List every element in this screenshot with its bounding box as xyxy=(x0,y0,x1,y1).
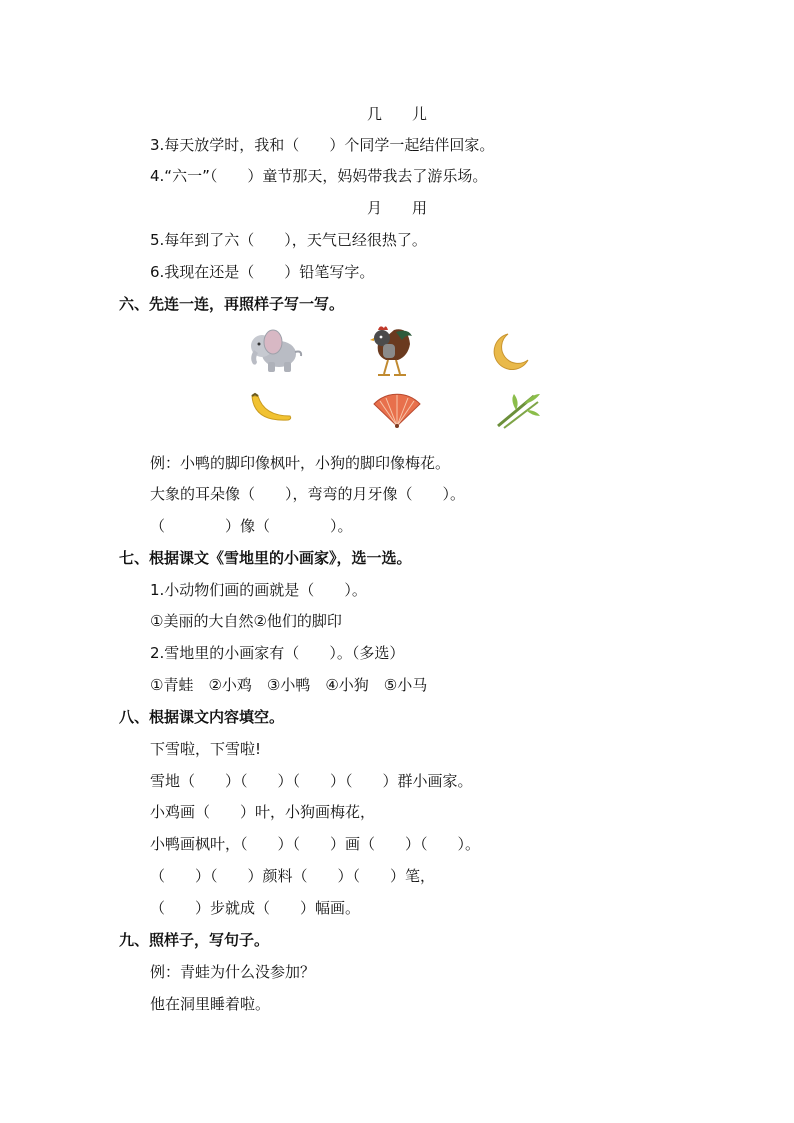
section-6-example: 例：小鸭的脚印像枫叶，小狗的脚印像梅花。 xyxy=(150,454,451,472)
poem-line: 小鸡画（ ）叶，小狗画梅花， xyxy=(150,803,376,821)
poem-line: （ ）（ ）颜料（ ）（ ）笔， xyxy=(150,867,436,885)
question-4: 4.“六一”（ ）童节那天，妈妈带我去了游乐场。 xyxy=(150,167,488,185)
question-5: 5.每年到了六（ ），天气已经很热了。 xyxy=(150,231,427,249)
char-pair-ji-er: 几 儿 xyxy=(366,105,427,123)
section-7-question-2: 2.雪地里的小画家有（ ）。（多选） xyxy=(150,644,405,662)
section-7-question-2-options: ①青蛙 ②小鸡 ③小鸭 ④小狗 ⑤小马 xyxy=(150,676,428,694)
rooster-icon xyxy=(368,322,414,378)
folding-fan-icon xyxy=(372,392,422,430)
poem-line: 雪地（ ）（ ）（ ）（ ）群小画家。 xyxy=(150,772,473,790)
section-7-question-1: 1.小动物们画的画就是（ ）。 xyxy=(150,581,367,599)
elephant-icon xyxy=(246,326,306,374)
section-6-heading: 六、先连一连，再照样子写一写。 xyxy=(119,295,345,313)
section-6-line-1: 大象的耳朵像（ ），弯弯的月牙像（ ）。 xyxy=(150,485,466,503)
section-9-heading: 九、照样子，写句子。 xyxy=(119,931,270,949)
section-6-line-2: （ ）像（ ）。 xyxy=(150,517,353,535)
banana-icon xyxy=(246,392,294,428)
poem-line: （ ）步就成（ ）幅画。 xyxy=(150,899,361,917)
section-8-heading: 八、根据课文内容填空。 xyxy=(119,708,285,726)
bamboo-icon xyxy=(494,390,542,430)
poem-line: 下雪啦，下雪啦! xyxy=(150,740,262,758)
section-7-question-1-options: ①美丽的大自然②他们的脚印 xyxy=(150,612,342,630)
section-9-answer: 他在洞里睡着啦。 xyxy=(150,995,271,1013)
section-9-example: 例：青蛙为什么没参加？ xyxy=(150,963,316,981)
char-pair-yue-yong: 月 用 xyxy=(366,199,427,217)
question-3: 3.每天放学时，我和（ ）个同学一起结伴回家。 xyxy=(150,136,495,154)
question-6: 6.我现在还是（ ）铅笔写字。 xyxy=(150,263,375,281)
poem-line: 小鸭画枫叶，（ ）（ ）画（ ）（ ）。 xyxy=(150,835,481,853)
crescent-moon-icon xyxy=(490,330,532,372)
section-7-heading: 七、根据课文《雪地里的小画家》，选一选。 xyxy=(119,549,412,567)
